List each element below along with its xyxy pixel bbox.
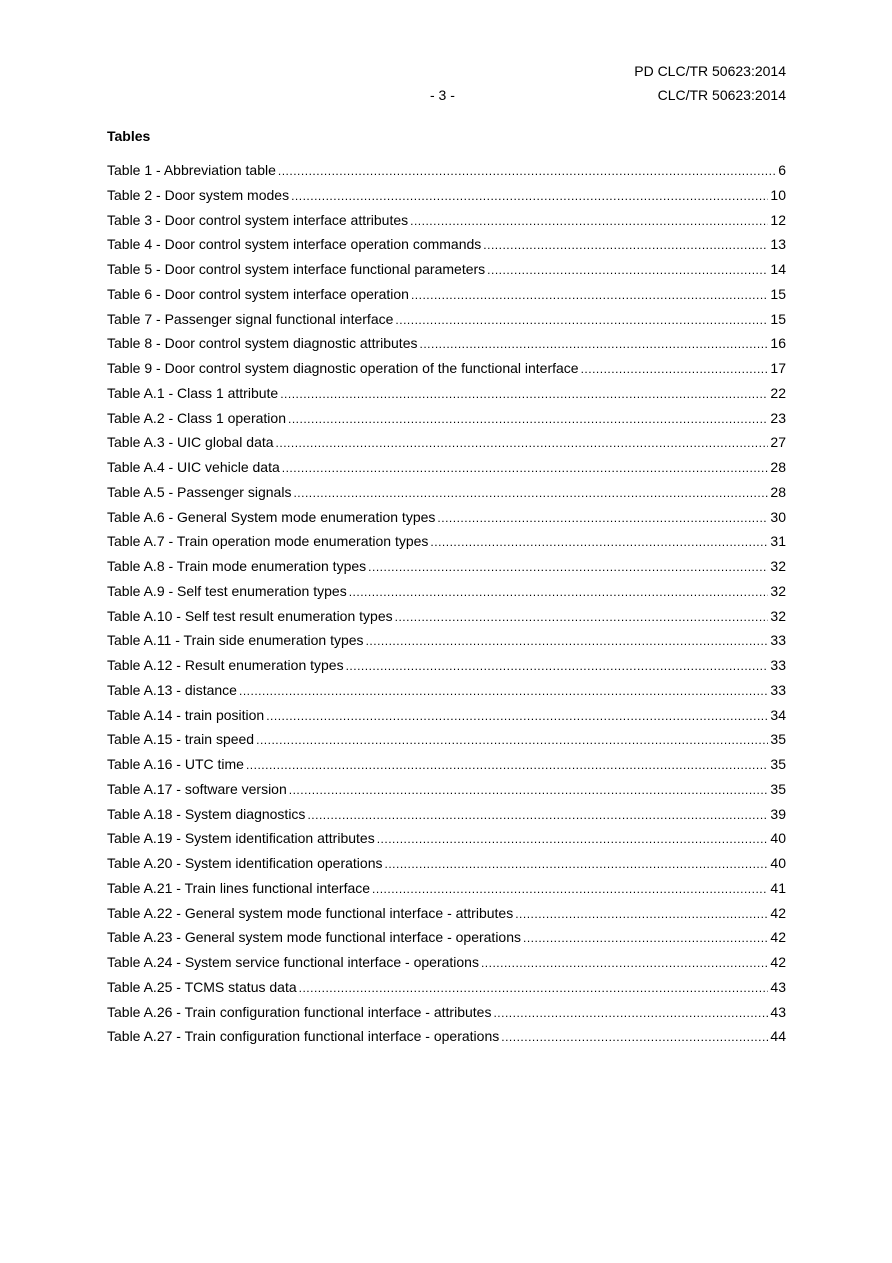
toc-entry-title: Table A.25 - TCMS status data	[107, 978, 297, 995]
toc-entry-title: Table A.27 - Train configuration functional interface - operations	[107, 1028, 500, 1045]
toc-entry-title: Table A.17 - software version	[107, 780, 287, 797]
dot-leader	[372, 877, 768, 901]
toc-entry-page: 33	[770, 632, 786, 649]
dot-leader	[368, 555, 768, 579]
toc-entry-page: 42	[770, 929, 786, 946]
toc-entry-page: 34	[770, 706, 786, 723]
dot-leader	[299, 976, 769, 1000]
toc-entry-title: Table 8 - Door control system diagnostic attributes	[107, 335, 418, 352]
toc-entry[interactable]	[107, 430, 786, 455]
toc-entry[interactable]	[107, 703, 786, 728]
toc-entry[interactable]	[107, 529, 786, 554]
dot-leader	[581, 357, 769, 381]
dot-leader	[276, 431, 769, 455]
toc-entry[interactable]	[107, 455, 786, 480]
toc-entry-page: 32	[770, 558, 786, 574]
toc-entry-title: Table A.8 - Train mode enumeration types	[107, 558, 367, 574]
toc-entry[interactable]	[107, 158, 786, 183]
toc-entry-page: 41	[770, 879, 786, 896]
toc-entry[interactable]	[107, 950, 786, 975]
toc-entry[interactable]	[107, 208, 786, 233]
dot-leader	[366, 629, 769, 653]
toc-entry-page: 27	[770, 434, 786, 451]
toc-entry-page: 22	[770, 384, 786, 401]
dot-leader	[483, 233, 768, 257]
toc-entry-title: Table 5 - Door control system interface functional parameters	[107, 261, 486, 277]
toc-entry[interactable]	[107, 628, 786, 653]
toc-entry-title: Table A.19 - System identification attributes	[107, 830, 375, 847]
toc-entry-page: 40	[770, 830, 786, 847]
toc-entry-title: Table A.3 - UIC global data	[107, 434, 274, 451]
toc-entry[interactable]	[107, 232, 786, 257]
toc-entry[interactable]	[107, 752, 786, 777]
toc-entry-page: 17	[770, 360, 786, 376]
toc-entry-title: Table A.5 - Passenger signals	[107, 483, 292, 500]
toc-entry[interactable]	[107, 925, 786, 950]
dot-leader	[293, 481, 768, 505]
dot-leader	[523, 926, 768, 950]
toc-entry-title: Table 6 - Door control system interface operation	[107, 285, 409, 302]
toc-entry-page: 42	[770, 954, 786, 970]
dot-leader	[266, 704, 768, 728]
dot-leader	[395, 308, 768, 332]
toc-entry[interactable]	[107, 1000, 786, 1025]
toc-entry-title: Table A.16 - UTC time	[107, 756, 244, 772]
toc-entry-title: Table A.15 - train speed	[107, 731, 255, 748]
toc-entry-page: 35	[770, 780, 786, 797]
toc-entry-title: Table 1 - Abbreviation table	[107, 162, 276, 178]
dot-leader	[288, 407, 768, 431]
toc-entry-page: 31	[770, 533, 786, 550]
toc-entry-page: 42	[770, 904, 786, 921]
toc-entry-page: 44	[770, 1028, 786, 1045]
dot-leader	[487, 258, 768, 282]
toc-entry-page: 39	[770, 805, 786, 822]
section-title: Tables	[107, 128, 151, 144]
toc-entry-title: Table A.14 - train position	[107, 706, 265, 723]
toc-entry-page: 30	[770, 508, 786, 525]
toc-entry[interactable]	[107, 876, 786, 901]
dot-leader	[411, 283, 768, 307]
toc-entry[interactable]	[107, 604, 786, 629]
toc-entry-title: Table A.23 - General system mode functional interface - operations	[107, 929, 521, 946]
toc-entry-title: Table A.6 - General System mode enumeration types	[107, 508, 436, 525]
toc-entry-page: 6	[778, 162, 786, 178]
dot-leader	[437, 506, 768, 530]
toc-entry-page: 12	[770, 211, 786, 228]
dot-leader	[346, 654, 769, 678]
dot-leader	[395, 605, 769, 629]
toc-entry[interactable]	[107, 356, 786, 381]
toc-entry[interactable]	[107, 282, 786, 307]
toc-entry-title: Table 2 - Door system modes	[107, 186, 290, 203]
toc-entry-page: 28	[770, 483, 786, 500]
toc-entry-title: Table A.21 - Train lines functional interface	[107, 879, 371, 896]
toc-entry-page: 28	[770, 459, 786, 475]
toc-entry[interactable]	[107, 975, 786, 1000]
toc-entry-page: 13	[770, 236, 786, 253]
dot-leader	[430, 530, 768, 554]
dot-leader	[280, 382, 768, 406]
toc-entry-page: 33	[770, 657, 786, 673]
toc-entry-page: 35	[770, 756, 786, 772]
toc-entry[interactable]	[107, 653, 786, 678]
toc-entry-title: Table A.11 - Train side enumeration types	[107, 632, 364, 649]
table-of-contents	[107, 158, 786, 1049]
dot-leader	[291, 184, 768, 208]
toc-entry-title: Table 9 - Door control system diagnostic operation of the functional interface	[107, 360, 579, 376]
toc-entry-title: Table A.26 - Train configuration functional interface - attributes	[107, 1003, 492, 1020]
toc-entry[interactable]	[107, 554, 786, 579]
toc-entry-title: Table 4 - Door control system interface operation commands	[107, 236, 482, 253]
toc-entry[interactable]	[107, 777, 786, 802]
toc-entry-title: Table A.7 - Train operation mode enumeration types	[107, 533, 429, 550]
dot-leader	[246, 753, 768, 777]
toc-entry[interactable]	[107, 307, 786, 332]
toc-entry[interactable]	[107, 1024, 786, 1049]
dot-leader	[239, 679, 768, 703]
toc-entry-title: Table A.24 - System service functional interface - operations	[107, 954, 479, 970]
toc-entry-title: Table A.1 - Class 1 attribute	[107, 384, 279, 401]
document-id-secondary: CLC/TR 50623:2014	[657, 87, 786, 103]
dot-leader	[481, 951, 768, 975]
toc-entry-page: 10	[770, 186, 786, 203]
toc-entry-page: 43	[770, 978, 786, 995]
toc-entry-title: Table A.9 - Self test enumeration types	[107, 582, 347, 599]
dot-leader	[410, 209, 768, 233]
toc-entry-title: Table A.4 - UIC vehicle data	[107, 459, 280, 475]
toc-entry-page: 43	[770, 1003, 786, 1020]
dot-leader	[307, 803, 768, 827]
dot-leader	[282, 456, 769, 480]
document-id-primary: PD CLC/TR 50623:2014	[634, 63, 786, 79]
toc-entry[interactable]	[107, 505, 786, 530]
toc-entry-title: Table A.22 - General system mode functional interface - attributes	[107, 904, 514, 921]
toc-entry-title: Table 3 - Door control system interface attributes	[107, 211, 409, 228]
dot-leader	[515, 902, 768, 926]
toc-entry-page: 32	[770, 582, 786, 599]
toc-entry[interactable]	[107, 851, 786, 876]
toc-entry-page: 23	[770, 409, 786, 426]
dot-leader	[419, 332, 768, 356]
dot-leader	[289, 778, 769, 802]
toc-entry[interactable]	[107, 257, 786, 282]
page-number: - 3 -	[430, 87, 455, 103]
toc-entry-page: 32	[770, 607, 786, 624]
toc-entry-title: Table 7 - Passenger signal functional interface	[107, 310, 394, 327]
toc-entry[interactable]	[107, 826, 786, 851]
toc-entry-title: Table A.18 - System diagnostics	[107, 805, 306, 822]
dot-leader	[256, 728, 768, 752]
toc-entry-title: Table A.2 - Class 1 operation	[107, 409, 286, 426]
toc-entry-title: Table A.12 - Result enumeration types	[107, 657, 344, 673]
toc-entry-title: Table A.10 - Self test result enumeration types	[107, 607, 393, 624]
toc-entry-page: 15	[770, 310, 786, 327]
toc-entry-page: 15	[770, 285, 786, 302]
toc-entry[interactable]	[107, 381, 786, 406]
toc-entry-title: Table A.20 - System identification operations	[107, 855, 383, 871]
dot-leader	[501, 1025, 768, 1049]
toc-entry[interactable]	[107, 406, 786, 431]
toc-entry[interactable]	[107, 678, 786, 703]
toc-entry-page: 40	[770, 855, 786, 871]
toc-entry-page: 16	[770, 335, 786, 352]
toc-entry[interactable]	[107, 331, 786, 356]
toc-entry-page: 35	[770, 731, 786, 748]
toc-entry[interactable]	[107, 579, 786, 604]
toc-entry[interactable]	[107, 480, 786, 505]
dot-leader	[385, 852, 769, 876]
dot-leader	[493, 1001, 768, 1025]
toc-entry[interactable]	[107, 901, 786, 926]
toc-entry[interactable]	[107, 183, 786, 208]
toc-entry[interactable]	[107, 727, 786, 752]
toc-entry[interactable]	[107, 802, 786, 827]
toc-entry-page: 14	[770, 261, 786, 277]
dot-leader	[377, 827, 769, 851]
dot-leader	[349, 580, 769, 604]
dot-leader	[278, 159, 776, 183]
toc-entry-title: Table A.13 - distance	[107, 681, 237, 698]
toc-entry-page: 33	[770, 681, 786, 698]
